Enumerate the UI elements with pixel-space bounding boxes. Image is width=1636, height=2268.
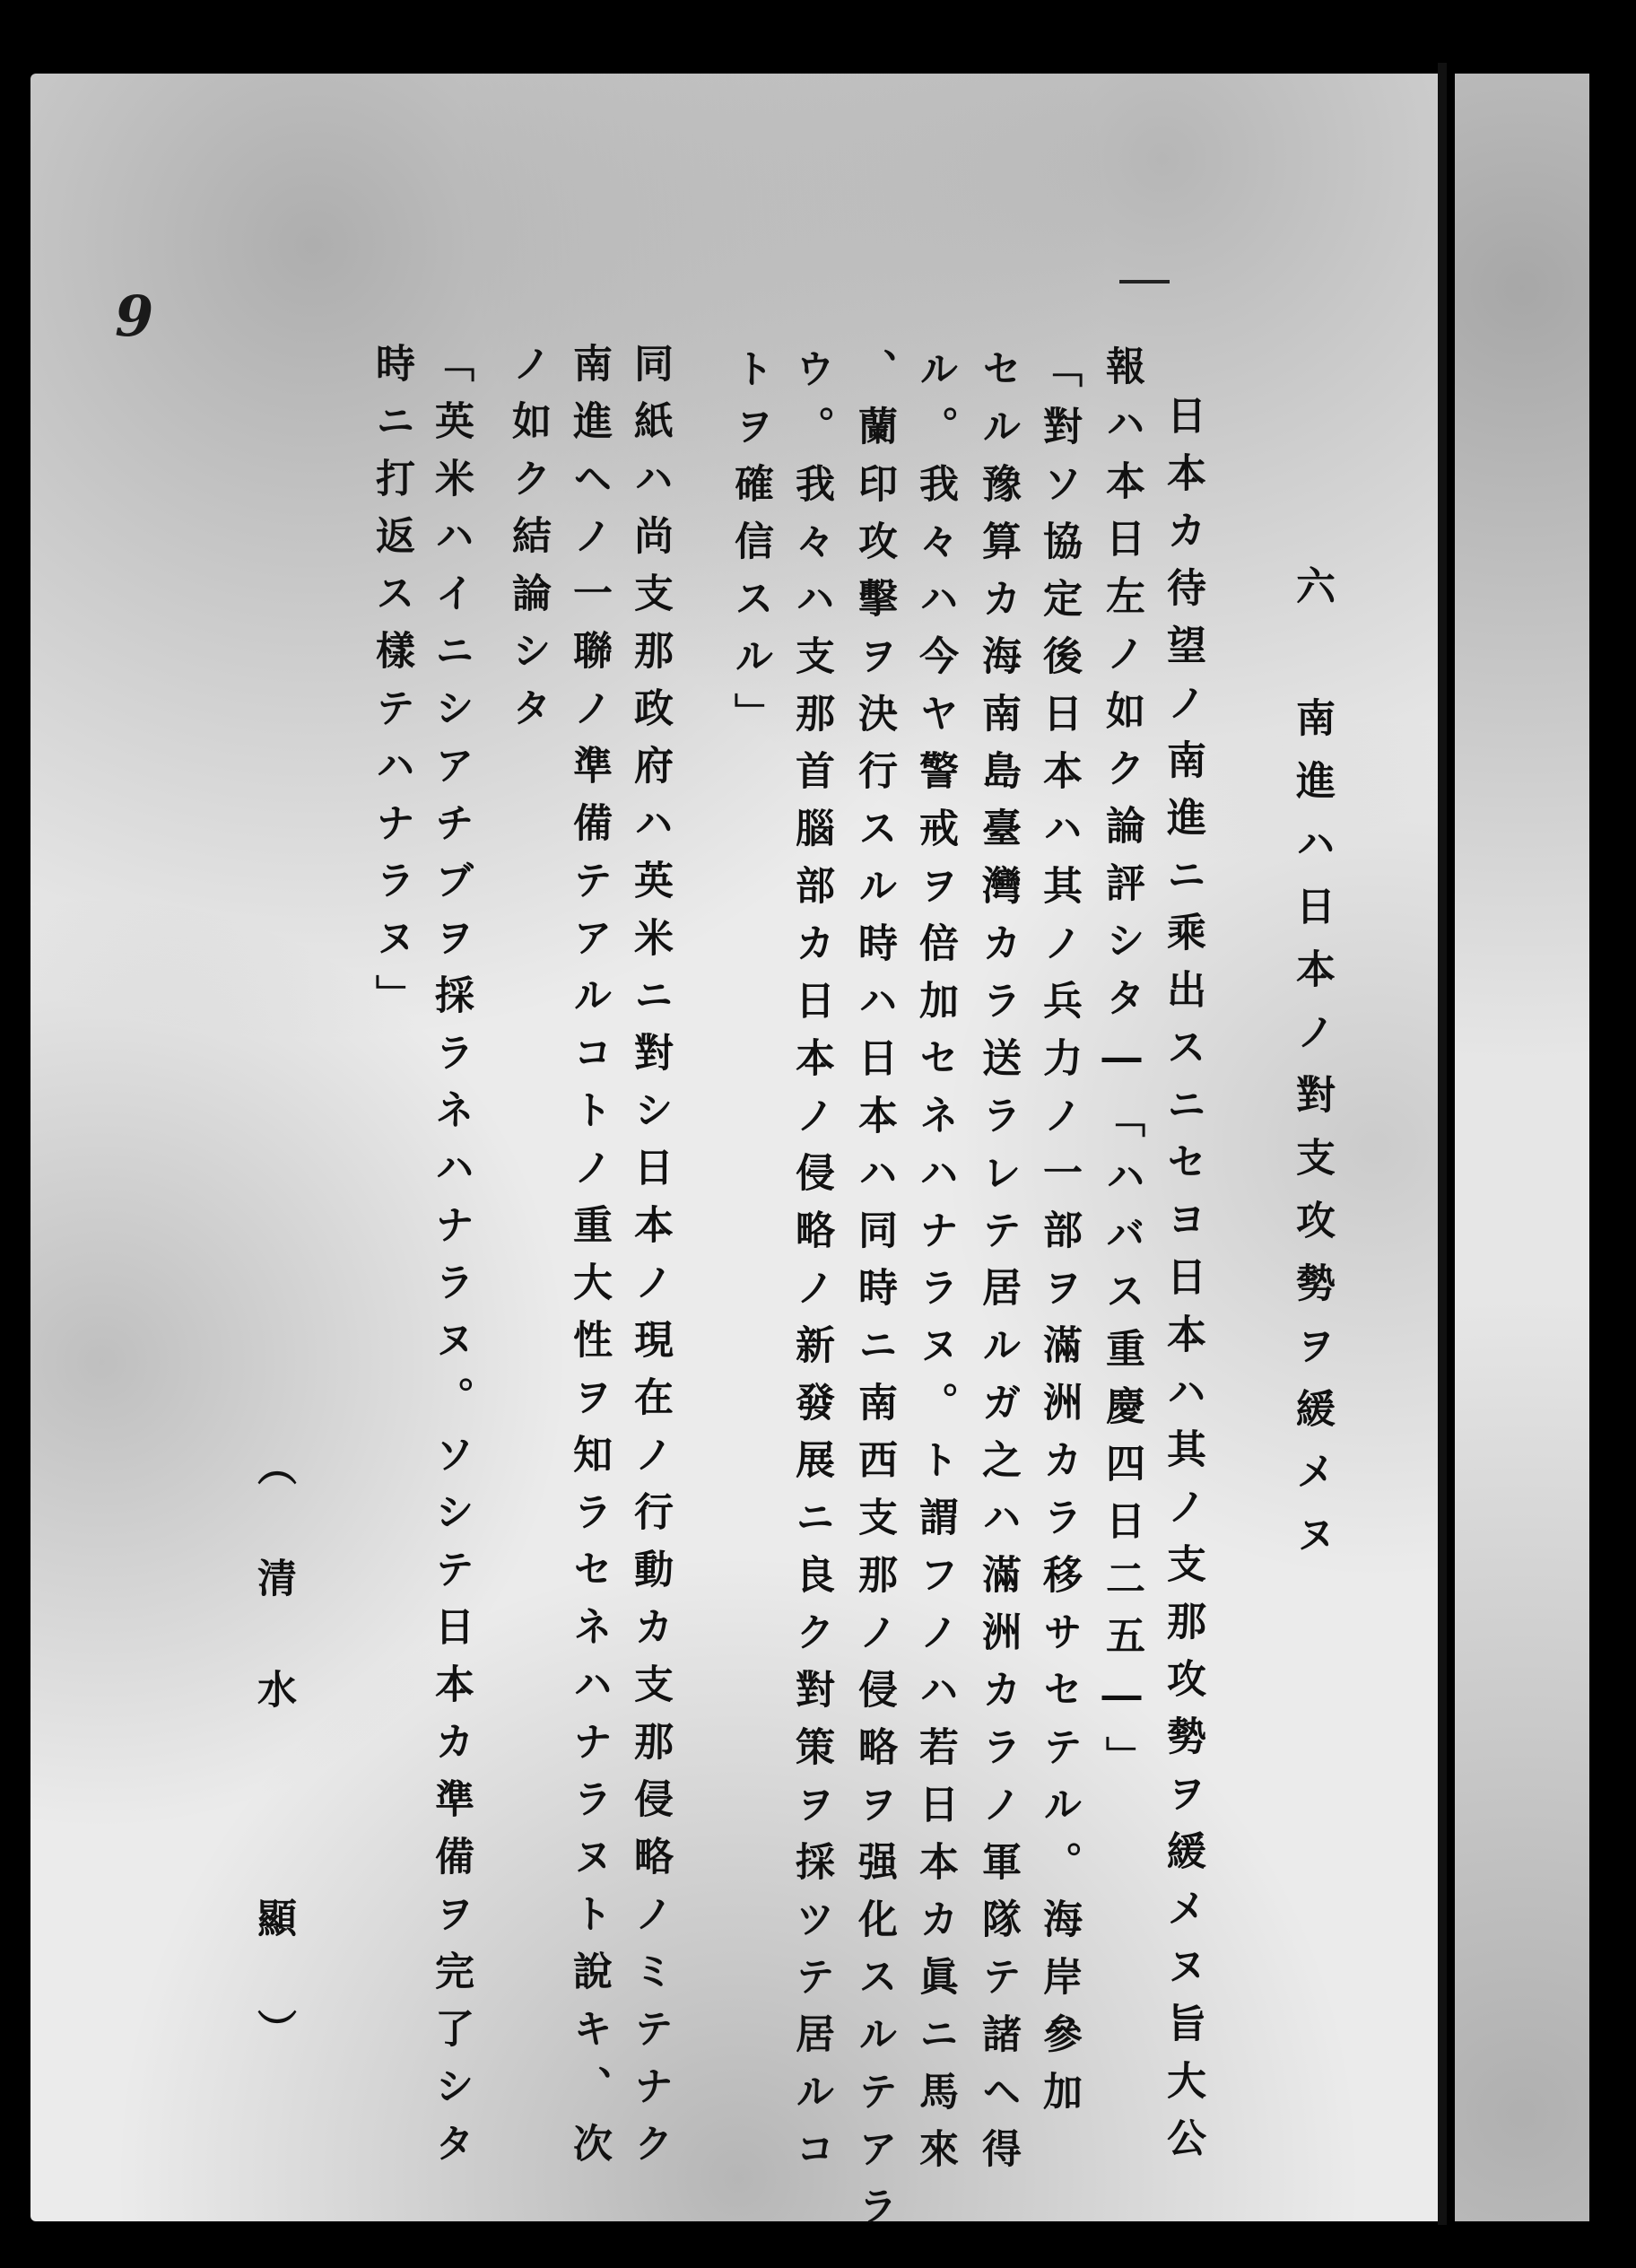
text-column-5: ル。我々ハ今ヤ警戒ヲ倍加セネハナラヌ。ト謂フノハ若日本カ眞ニ馬來 xyxy=(912,348,958,2185)
text-column-8: トヲ確信スル」 xyxy=(727,348,773,750)
adjacent-sheet-edge xyxy=(1455,74,1589,2221)
text-column-6: 、蘭印攻擊ヲ決行スル時ハ日本ハ同時ニ南西支那ノ侵略ヲ强化スルテアラ xyxy=(851,348,897,2243)
binding-gutter xyxy=(1438,63,1447,2225)
author-signature: （清水 顯） xyxy=(250,1446,296,2120)
text-column-1: 日本カ待望ノ南進ニ乘出スニセヨ日本ハ其ノ支那攻勢ヲ緩メヌ旨大公 xyxy=(1160,395,1205,2175)
text-column-3: 「對ソ協定後日本ハ其ノ兵力ノ一部ヲ滿洲カラ移サセテル。海岸參加 xyxy=(1036,348,1082,2128)
text-column-10: 南進ヘノ一聯ノ準備テアルコトノ重大性ヲ知ラセネハナラヌト說キ、次 xyxy=(566,343,612,2180)
text-column-13: 時ニ打返ス樣テハナラヌ」 xyxy=(369,343,414,1032)
text-column-11: ノ如ク結論シタ xyxy=(505,343,551,745)
section-heading: 六 南進ハ日本ノ對支攻勢ヲ緩メヌ xyxy=(1289,565,1335,1576)
margin-mark xyxy=(1119,280,1170,284)
page-number: 9 xyxy=(115,284,154,349)
text-column-12: 「英米ハイニシアチブヲ採ラネハナラヌ。ソシテ日本カ準備ヲ完了シタ xyxy=(428,343,474,2180)
text-column-7: ウ。我々ハ支那首腦部カ日本ノ侵略ノ新發展ニ良ク對策ヲ採ツテ居ルコ xyxy=(788,348,834,2185)
text-column-4: セル豫算カ海南島臺灣カラ送ラレテ居ルガ之ハ滿洲カラノ軍隊テ諸ヘ得 xyxy=(975,348,1021,2185)
text-column-2: 報ハ本日左ノ如ク論評シタ―「ハバス重慶四日二五―」 xyxy=(1099,345,1144,1793)
text-column-9: 同紙ハ尚支那政府ハ英米ニ對シ日本ノ現在ノ行動カ支那侵略ノミテナク xyxy=(627,343,673,2180)
